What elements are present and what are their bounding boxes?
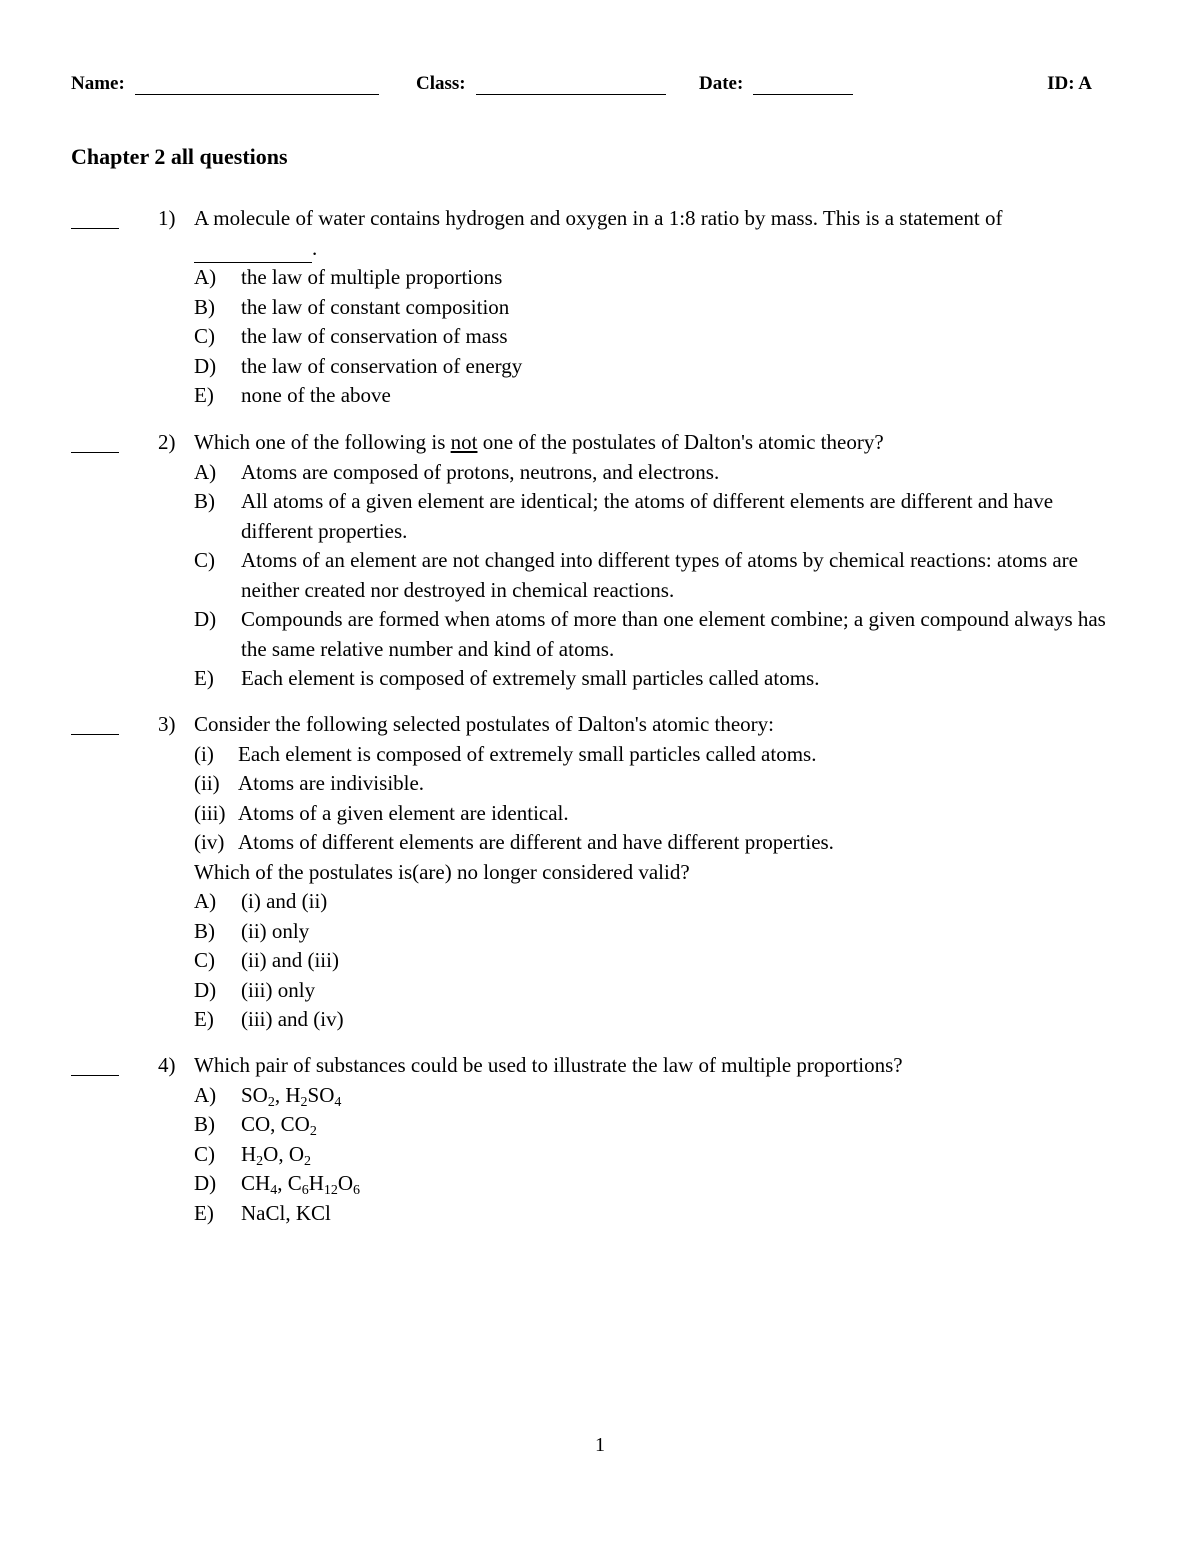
- option-text: (i) and (ii): [241, 889, 328, 913]
- option-letter: D): [194, 1171, 217, 1195]
- option-d: [194, 976, 1124, 1006]
- question-number: 4): [158, 1053, 176, 1077]
- option-letter: A): [194, 265, 217, 289]
- subscript: 2: [256, 1153, 264, 1169]
- id-label: ID: A: [1047, 73, 1092, 94]
- formula-text: O: [337, 1171, 354, 1195]
- option-c: [194, 1140, 1124, 1170]
- option-text: [241, 1171, 361, 1198]
- subscript: 2: [267, 1094, 275, 1110]
- option-a: [194, 1081, 1124, 1111]
- question-number: 3): [158, 712, 176, 736]
- option-letter: B): [194, 489, 215, 513]
- class-line[interactable]: [476, 74, 666, 95]
- option-a: [194, 458, 1124, 488]
- option-text: the law of conservation of mass: [241, 324, 508, 348]
- formula-text: NaCl, KCl: [241, 1200, 331, 1225]
- option-text: [241, 1082, 342, 1110]
- option-letter: B): [194, 294, 215, 319]
- option-text: (iii) only: [241, 977, 316, 1002]
- date-line[interactable]: [753, 74, 853, 95]
- question-text: Consider the following selected postulates of Dalton's atomic theory:: [194, 712, 774, 736]
- option-b: [194, 917, 1124, 947]
- option-text: [241, 1112, 317, 1139]
- subscript: 4: [334, 1094, 342, 1110]
- formula-text: H: [308, 1171, 324, 1195]
- option-a: [194, 887, 1124, 917]
- option-e: [194, 664, 1124, 694]
- question-text: [194, 204, 1124, 263]
- question-body: [194, 204, 1124, 411]
- formula-text: CO, CO: [241, 1112, 310, 1136]
- date-label: Date:: [699, 73, 744, 94]
- formula-text: , H: [274, 1082, 301, 1107]
- option-letter: E): [194, 1007, 214, 1031]
- option-c: [194, 322, 1124, 352]
- option-letter: C): [194, 324, 215, 348]
- option-letter: D): [194, 977, 217, 1002]
- option-e: [194, 1199, 1124, 1229]
- formula-text: CH: [241, 1171, 271, 1195]
- option-letter: E): [194, 1200, 214, 1225]
- question-text-part: A molecule of water contains hydrogen and oxygen in a 1:8 ratio by mass. This is a statement of: [194, 206, 1003, 230]
- option-letter: C): [194, 1141, 215, 1166]
- option-text: Atoms are composed of protons, neutrons, and electrons.: [241, 459, 720, 484]
- option-letter: C): [194, 948, 215, 972]
- option-letter: B): [194, 1112, 215, 1136]
- option-text: the law of conservation of energy: [241, 353, 523, 378]
- postulate-text: Atoms are indivisible.: [238, 771, 425, 795]
- postulate-numeral: (iii): [194, 800, 226, 825]
- options-list: [194, 458, 1124, 694]
- option-e: [194, 1005, 1124, 1035]
- postulate-item: [194, 828, 1124, 858]
- option-c: [194, 946, 1124, 976]
- question-body: [194, 710, 1124, 1035]
- subscript: 2: [304, 1153, 312, 1169]
- question-body: [194, 428, 1124, 694]
- page-title: Chapter 2 all questions: [71, 144, 288, 169]
- option-a: [194, 263, 1124, 293]
- question-number: 2): [158, 430, 176, 454]
- option-letter: B): [194, 918, 215, 943]
- question-text: [194, 428, 1124, 458]
- class-field: [416, 73, 666, 95]
- subscript: 12: [323, 1183, 338, 1198]
- option-text: (ii) only: [241, 918, 310, 943]
- option-d: [194, 1169, 1124, 1199]
- fill-in-blank[interactable]: [194, 242, 312, 263]
- question-number: 1): [158, 206, 176, 230]
- postulate-item: [194, 769, 1124, 799]
- postulate-text: Atoms of different elements are different and have different properties.: [238, 830, 834, 854]
- options-list: [194, 263, 1124, 411]
- postulate-text: Each element is composed of extremely small particles called atoms.: [238, 741, 817, 766]
- class-label: Class:: [416, 73, 466, 94]
- options-list: [194, 1081, 1124, 1229]
- header: [71, 73, 1092, 99]
- option-b: [194, 1110, 1124, 1140]
- date-field: [699, 73, 853, 95]
- subscript: 2: [300, 1094, 308, 1110]
- option-text: the law of constant composition: [241, 294, 510, 319]
- postulates-list: [194, 740, 1124, 858]
- option-d: [194, 605, 1124, 664]
- answer-blank[interactable]: [71, 434, 119, 453]
- subscript: 4: [270, 1183, 278, 1198]
- question-prompt: Which of the postulates is(are) no longer considered valid?: [194, 859, 690, 884]
- postulate-numeral: (ii): [194, 771, 220, 795]
- subscript: 6: [353, 1183, 361, 1198]
- formula-text: SO: [307, 1082, 335, 1107]
- question-text-part: .: [312, 235, 318, 260]
- option-text: (iii) and (iv): [241, 1007, 344, 1031]
- option-text: the law of multiple proportions: [241, 265, 503, 289]
- option-e: [194, 381, 1124, 411]
- formula-text: O, O: [263, 1141, 305, 1166]
- question-text-part: Which one of the following is: [194, 430, 451, 454]
- postulate-item: [194, 740, 1124, 770]
- option-b: [194, 487, 1124, 546]
- option-letter: E): [194, 666, 214, 690]
- options-list: [194, 887, 1124, 1035]
- option-letter: A): [194, 889, 217, 913]
- option-letter: D): [194, 353, 217, 378]
- page-number: 1: [595, 1434, 605, 1456]
- postulate-numeral: (iv): [194, 830, 225, 854]
- formula-text: SO: [241, 1082, 268, 1107]
- option-text: none of the above: [241, 383, 391, 407]
- answer-blank[interactable]: [71, 1057, 119, 1076]
- name-label: Name:: [71, 73, 125, 94]
- answer-blank[interactable]: [71, 716, 119, 735]
- option-text: All atoms of a given element are identical; the atoms of different elements are different and have different properties.: [241, 489, 1054, 543]
- emphasis-underline: not: [450, 430, 478, 454]
- postulate-text: Atoms of a given element are identical.: [238, 800, 569, 825]
- question-body: [194, 1051, 1124, 1228]
- option-text: [241, 1141, 312, 1169]
- option-b: [194, 293, 1124, 323]
- answer-blank[interactable]: [71, 210, 119, 229]
- name-line[interactable]: [135, 74, 379, 95]
- option-text: Atoms of an element are not changed into different types of atoms by chemical reactions: atoms are neither created nor destroyed in chemical reactions.: [241, 548, 1078, 602]
- postulate-item: [194, 799, 1124, 829]
- option-text: [241, 1201, 331, 1225]
- option-letter: A): [194, 459, 217, 484]
- formula-text: H: [241, 1141, 257, 1166]
- option-letter: A): [194, 1082, 217, 1107]
- option-c: [194, 546, 1124, 605]
- option-letter: D): [194, 607, 217, 631]
- subscript: 6: [301, 1183, 309, 1198]
- option-d: [194, 352, 1124, 382]
- option-letter: E): [194, 383, 214, 407]
- question-text: Which pair of substances could be used to illustrate the law of multiple proportions?: [194, 1053, 903, 1077]
- option-letter: C): [194, 548, 215, 572]
- question-text-part: one of the postulates of Dalton's atomic theory?: [477, 430, 884, 454]
- option-text: (ii) and (iii): [241, 948, 339, 972]
- formula-text: , C: [277, 1171, 302, 1195]
- name-field: [71, 73, 379, 95]
- option-text: Each element is composed of extremely small particles called atoms.: [241, 666, 820, 690]
- postulate-numeral: (i): [194, 741, 214, 766]
- option-text: Compounds are formed when atoms of more than one element combine; a given compound always has the same relative number and kind of atoms.: [241, 607, 1106, 661]
- subscript: 2: [309, 1124, 317, 1139]
